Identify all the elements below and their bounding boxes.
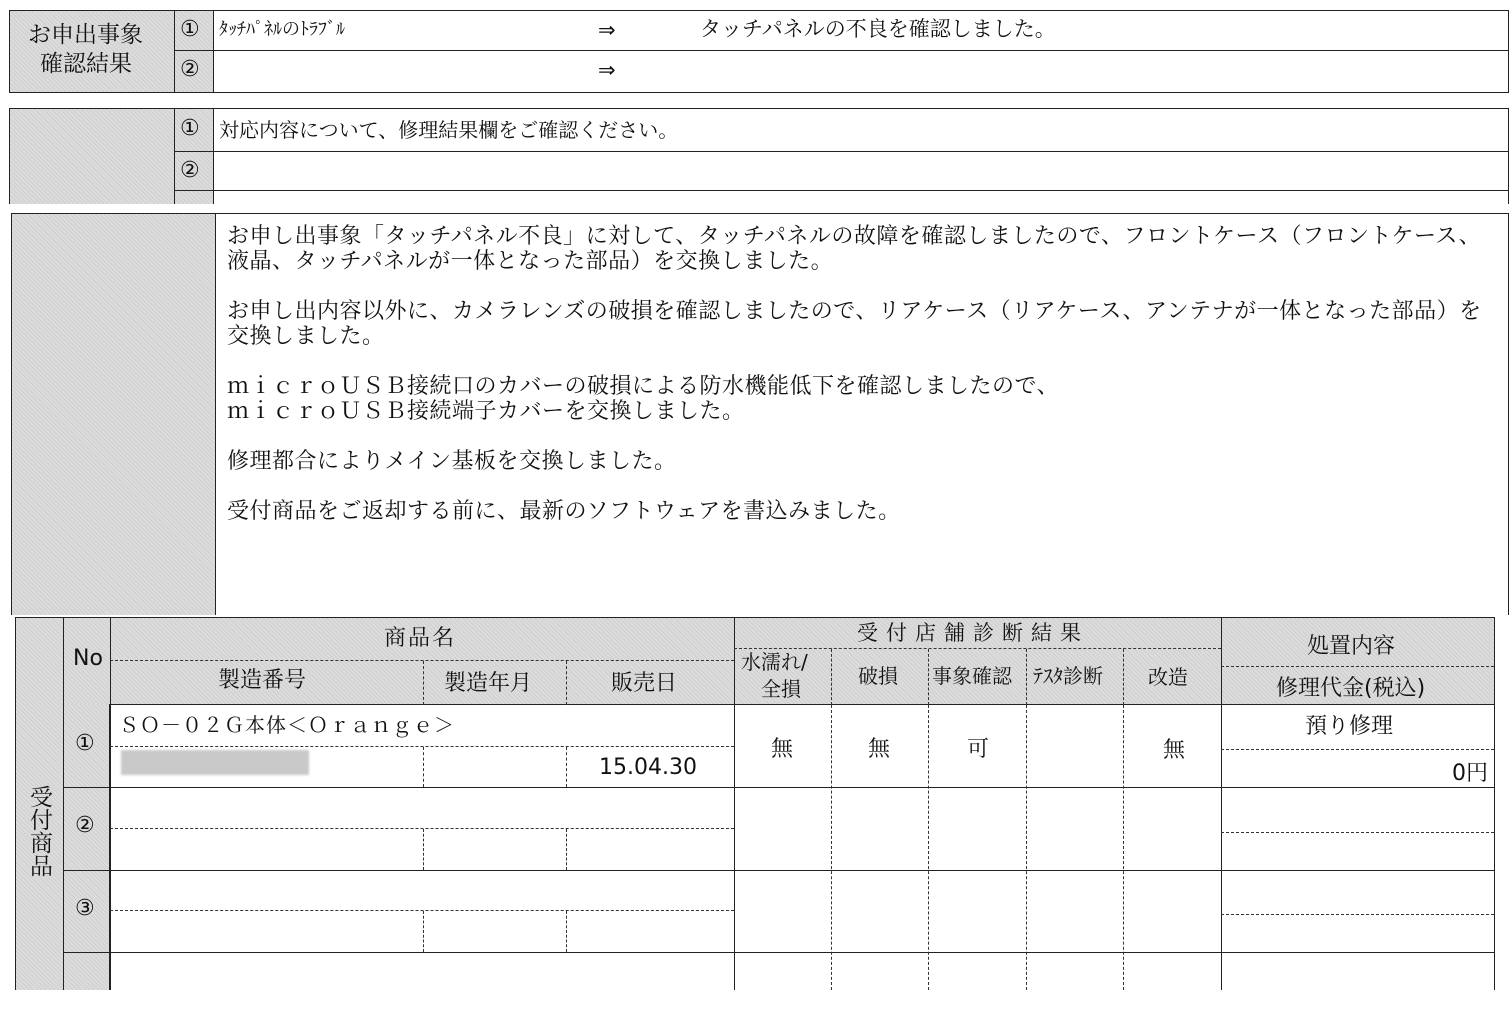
goods-vline-treat-start xyxy=(1221,617,1222,990)
goods-header-dash-treat xyxy=(1221,666,1494,667)
goods-header-dash-v4 xyxy=(928,649,929,705)
goods-row1-event: 可 xyxy=(967,737,990,762)
goods-header-dash-v5 xyxy=(1026,649,1027,705)
confirm-row1-result: タッチパネルの不良を確認しました。 xyxy=(700,17,1056,41)
goods-row1-dash-v2 xyxy=(566,747,567,787)
goods-row1-fee: 0円 xyxy=(1452,761,1488,786)
goods-row3-dash-v2 xyxy=(566,911,567,952)
goods-row-sep-3 xyxy=(63,952,1494,953)
goods-row-sep-2 xyxy=(63,870,1494,871)
goods-header-serial: 製造番号 xyxy=(218,668,307,693)
goods-row1-water: 無 xyxy=(771,737,794,762)
goods-row2-dash-treat xyxy=(1221,832,1494,833)
goods-row3-dash-h xyxy=(110,910,734,911)
response-row-divider-2 xyxy=(174,190,1509,191)
confirm-row2-num: ② xyxy=(180,57,200,82)
goods-header-no: No xyxy=(73,646,103,671)
goods-row2-dash-v1 xyxy=(423,829,424,870)
goods-row2-num: ② xyxy=(75,813,95,838)
response-row1-num: ① xyxy=(180,116,200,141)
goods-body-dash-v3 xyxy=(831,705,832,990)
repair-paragraph-3: ｍｉｃｒｏＵＳＢ接続口のカバーの破損による防水機能低下を確認しましたので、 ｍｉｃｒｏＵＳＢ接続端子カバーを交換しました。 xyxy=(227,374,1060,424)
goods-row1-treatment: 預り修理 xyxy=(1305,714,1394,739)
goods-row1-dash-h xyxy=(110,746,734,747)
goods-row1-serial-redacted xyxy=(121,750,309,775)
goods-header-dash-v2 xyxy=(566,661,567,705)
goods-row1-num: ① xyxy=(75,731,95,756)
goods-header-mfg-date: 製造年月 xyxy=(444,671,533,696)
confirm-row1-arrow: ⇒ xyxy=(598,18,616,42)
goods-row1-dash-v1 xyxy=(423,747,424,787)
goods-row3-dash-treat xyxy=(1221,914,1494,915)
repair-paragraph-2: お申し出内容以外に、カメラレンズの破損を確認しましたので、リアケース（リアケース、アンテナが一体となった部品）を交換しました。 xyxy=(227,299,1482,349)
goods-header-treatment: 処置内容 xyxy=(1307,634,1396,659)
goods-vline-no xyxy=(110,617,111,990)
goods-header-modified: 改造 xyxy=(1148,665,1188,689)
repair-paragraph-4: 修理都合によりメイン基板を交換しました。 xyxy=(227,449,677,474)
repair-paragraph-5: 受付商品をご返却する前に、最新のソフトウェアを書込みました。 xyxy=(227,499,901,524)
goods-row2-dash-v2 xyxy=(566,829,567,870)
goods-header-tester: ﾃｽﾀ診断 xyxy=(1033,664,1103,688)
confirm-row-divider xyxy=(174,50,1509,51)
goods-header-product-name: 商品名 xyxy=(384,626,457,651)
response-label-cell xyxy=(9,108,175,204)
goods-header-damage: 破損 xyxy=(858,664,898,688)
goods-row1-modified: 無 xyxy=(1163,738,1186,763)
goods-header-dash-v3 xyxy=(831,649,832,705)
response-row1-text: 対応内容について、修理結果欄をご確認ください。 xyxy=(219,118,679,142)
confirm-row2-arrow: ⇒ xyxy=(598,58,616,82)
repair-result-text xyxy=(227,224,1492,549)
goods-row1-damage: 無 xyxy=(868,737,891,762)
goods-row2-dash-h xyxy=(110,828,734,829)
goods-row3-num: ③ xyxy=(75,896,95,921)
confirm-label-line1: お申出事象 xyxy=(28,22,143,48)
goods-row1-sale-date: 15.04.30 xyxy=(599,755,697,780)
confirm-row1-trouble: ﾀｯﾁﾊﾟﾈﾙのﾄﾗﾌﾞﾙ xyxy=(219,19,345,40)
goods-header-dash-v1 xyxy=(423,661,424,705)
confirm-label-line2: 確認結果 xyxy=(40,51,132,77)
goods-header-dash-diag xyxy=(734,648,1221,649)
goods-header-event-confirm: 事象確認 xyxy=(932,664,1012,688)
repair-label-cell xyxy=(11,213,216,615)
goods-row3-dash-v1 xyxy=(423,911,424,952)
goods-header-water-l1: 水濡れ/ xyxy=(741,650,808,674)
goods-side-label: 受付商品 xyxy=(26,785,52,877)
goods-header-dash-name xyxy=(110,660,734,661)
goods-row-sep-1 xyxy=(63,787,1494,788)
goods-header-dash-v6 xyxy=(1123,649,1124,705)
goods-header-water-l2: 全損 xyxy=(761,677,801,701)
goods-header-sale-date: 販売日 xyxy=(611,671,678,696)
repair-paragraph-1: お申し出事象「タッチパネル不良」に対して、タッチパネルの故障を確認しましたので、フロントケース（フロントケース、液晶、タッチパネルが一体となった部品）を交換しました。 xyxy=(227,224,1482,274)
goods-header-fee: 修理代金(税込) xyxy=(1276,676,1426,701)
goods-row1-product: ＳＯ－０２Ｇ本体＜Ｏｒａｎｇｅ＞ xyxy=(119,713,455,737)
confirm-row1-num: ① xyxy=(180,17,200,42)
goods-row1-dash-treat xyxy=(1221,749,1494,750)
goods-body-dash-v5 xyxy=(1026,705,1027,990)
goods-body-dash-v6 xyxy=(1123,705,1124,990)
goods-vline-diag-start xyxy=(734,617,735,990)
goods-vline-right xyxy=(1494,617,1495,990)
response-row2-num: ② xyxy=(180,158,200,183)
goods-body-dash-v4 xyxy=(928,705,929,990)
response-row-divider-1 xyxy=(174,151,1509,152)
goods-header-diag-title: 受付店舗診断結果 xyxy=(857,621,1089,645)
